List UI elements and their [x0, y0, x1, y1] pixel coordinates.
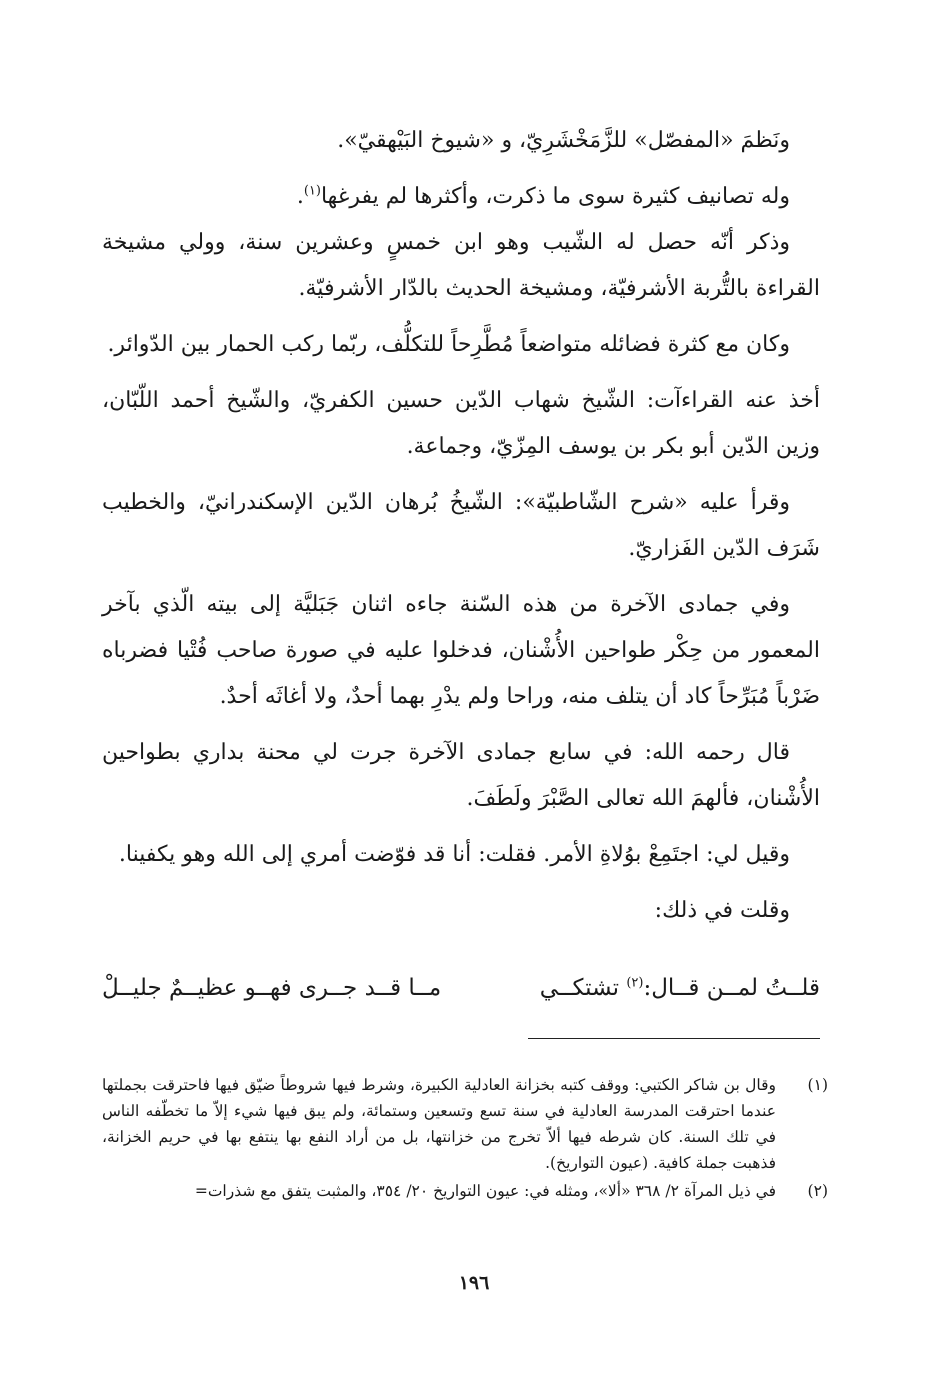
- footnote-ref-1: (١): [303, 183, 321, 199]
- footnote-2: [102, 1178, 828, 1204]
- footnote-ref-2: (٢): [626, 975, 644, 991]
- paragraph-8: قال رحمه الله: في سابع جمادى الآخرة جرت لي محنة بداري بطواحين الأُشْنان، فألهمَ الله تعالى الصَّبْرَ ولَطَفَ.: [102, 740, 820, 811]
- footnote-text: في ذيل المرآة ٢/ ٣٦٨ «ألا»، ومثله في: عيون التواريخ ٢٠/ ٣٥٤، والمثبت يتفق مع شذرات=: [194, 1182, 776, 1200]
- paragraph-3: وذكر أنّه حصل له الشّيب وهو ابن خمسٍ وعشرين سنة، وولي مشيخة القراءة بالتُّربة الأشرفيّة، ومشيخة الحديث بالدّار الأشرفيّة.: [102, 230, 820, 301]
- footnote-separator: [528, 1038, 820, 1039]
- footnote-text: وقال بن شاكر الكتبي: ووقف كتبه بخزانة العادلية الكبيرة، وشرط فيها شروطاً ضيّق فيها فاحترقت بجملتها عندما احترقت المدرسة العادلية في سنة تسع وتسعين وستمائة، ولم يبق فيها شيء إلاّ ما تخطّفه الناس في تلك السنة. كان شرطه فيها ألاّ تخرج من خزانتها، بل من أراد النفع بها ينتفع بها في حريم الخزانة، فذهبت جملة كافية. (عيون التواريخ).: [102, 1076, 776, 1172]
- paragraph-4: وكان مع كثرة فضائله متواضعاً مُطَّرِحاً للتكلُّف، ربّما ركب الحمار بين الدّوائر.: [107, 332, 790, 357]
- paragraph-5: أخذ عنه القراءآت: الشّيخ شهاب الدّين حسين الكفريّ، والشّيخ أحمد اللّبّان، وزين الدّين أبو بكر بن يوسف المِزّيّ، وجماعة.: [102, 388, 820, 459]
- footnotes: [102, 1072, 828, 1206]
- page-number: ١٩٦: [458, 1272, 490, 1294]
- paragraph-7: وفي جمادى الآخرة من هذه السّنة جاءه اثنان جَبَليَّة إلى بيته الّذي بآخر المعمور من حِكْر طواحين الأُشْنان، فدخلوا عليه في صورة صاحب فُتْيا فضرباه ضَرْباً مُبَرِّحاً كاد أن يتلف منه، وراحا ولم يدْرِ بهما أحدٌ، ولا أغاثَه أحدٌ.: [102, 592, 820, 709]
- footnote-number: (٢): [807, 1182, 828, 1200]
- paragraph-9: وقيل لي: اجتَمِعْ بوُلاةِ الأمر. فقلت: أنا قد فوّضت أمري إلى الله وهو يكفينا.: [118, 842, 790, 867]
- poem-verse: [102, 965, 820, 1011]
- paragraph-1: ونَظمَ «المفصّل» للزَّمَخْشَرِيّ، و «شيوخ البَيْهقيّ».: [337, 128, 790, 153]
- paragraph-2: وله تصانيف كثيرة سوى ما ذكرت، وأكثرها لم يفرغها$^{(١)}$.: [296, 183, 790, 209]
- paragraph-10: وقلت في ذلك:: [654, 898, 790, 923]
- verse-first-hemistich: قلــتُ لمــن قــال:$^{(٢)}$ تشتكــي: [539, 975, 820, 1001]
- verse-second-hemistich: مــا قــد جــرى فهــو عظيــمٌ جليــلْ: [102, 975, 442, 1001]
- main-text: [102, 118, 820, 944]
- footnote-1: [102, 1072, 828, 1176]
- footnote-number: (١): [807, 1076, 828, 1094]
- paragraph-6: وقرأ عليه «شرح الشّاطبيّة»: الشّيخُ بُرهان الدّين الإسكندرانيّ، والخطيب شَرَف الدّين الفَزاريّ.: [102, 490, 820, 561]
